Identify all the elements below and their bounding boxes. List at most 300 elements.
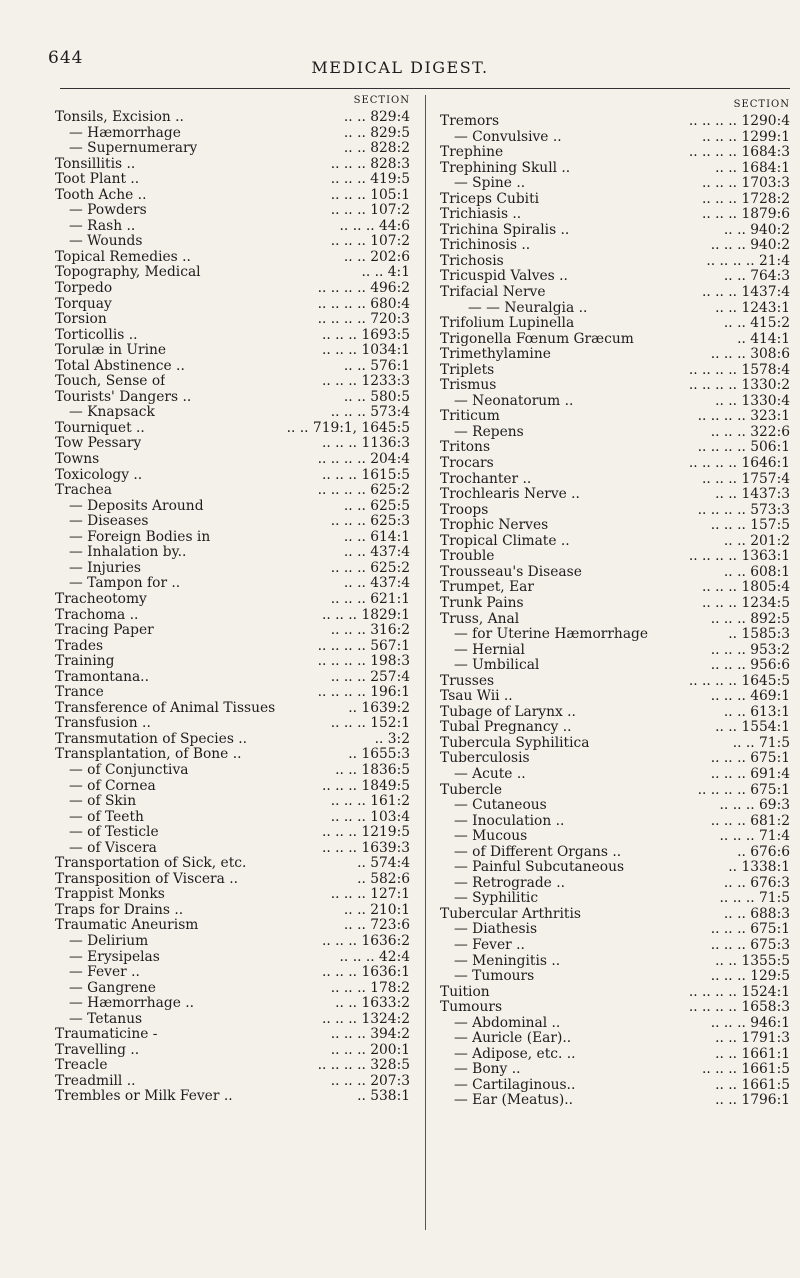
index-entry [440, 829, 790, 845]
index-term: Trachea [55, 483, 113, 499]
section-reference: .. .. .. 1233:3 [321, 373, 410, 390]
section-reference: .. .. 764:3 [723, 268, 790, 285]
running-head: MEDICAL DIGEST. [311, 58, 489, 77]
index-term: Trumpet, Ear [440, 580, 534, 596]
index-entry [440, 907, 790, 923]
section-reference: .. .. .. 940:2 [710, 237, 790, 254]
index-entry [55, 934, 410, 950]
index-term: — Rash .. [69, 218, 136, 234]
index-term: Trusses [440, 673, 495, 689]
index-entry [440, 1031, 790, 1047]
index-entry [55, 157, 410, 173]
index-term: Trimethylamine [440, 347, 551, 363]
index-entry [55, 918, 410, 934]
section-reference: .. .. .. 573:4 [330, 404, 410, 421]
index-term: — Meningitis .. [454, 953, 561, 969]
index-entry [440, 580, 790, 596]
index-entry [55, 639, 410, 655]
index-term: — of Testicle [69, 825, 159, 841]
section-reference: .. .. .. .. 1684:3 [688, 144, 790, 161]
index-term: — Inhalation by.. [69, 545, 187, 561]
section-reference: .. .. .. 419:5 [330, 171, 410, 188]
section-reference: .. .. .. .. 680:4 [317, 295, 410, 312]
index-entry [55, 343, 410, 359]
index-term: — Hæmorrhage .. [69, 996, 195, 1012]
index-entry [55, 981, 410, 997]
index-term: Training [55, 654, 115, 670]
section-reference: .. .. 580:5 [343, 388, 410, 405]
index-entry [55, 996, 410, 1012]
index-term: Trunk Pains [440, 595, 524, 611]
index-term: — Bony .. [454, 1062, 521, 1078]
section-reference: .. .. .. 1757:4 [701, 470, 790, 487]
section-reference: .. .. .. 953:2 [710, 641, 790, 658]
index-entry [55, 654, 410, 670]
section-reference: .. .. .. 1829:1 [321, 606, 410, 623]
index-entry [440, 363, 790, 379]
index-entry [55, 732, 410, 748]
index-term: — Inoculation .. [454, 813, 565, 829]
section-reference: .. .. .. 1136:3 [321, 435, 410, 452]
section-reference: .. .. 437:4 [343, 575, 410, 592]
index-term: Tourists' Dangers .. [55, 389, 192, 405]
index-entry [440, 472, 790, 488]
section-reference: .. .. .. 675:1 [710, 921, 790, 938]
section-reference: .. .. .. 71:5 [719, 890, 790, 907]
index-term: Trembles or Milk Fever .. [55, 1089, 233, 1105]
section-reference: .. 1338:1 [728, 859, 790, 876]
section-reference: .. .. .. 178:2 [330, 979, 410, 996]
index-term: Traps for Drains .. [55, 902, 184, 918]
index-entry [440, 985, 790, 1001]
index-term: Tuition [440, 984, 490, 1000]
index-entry [440, 223, 790, 239]
index-entry [440, 285, 790, 301]
index-term: Torticollis .. [55, 327, 138, 343]
section-reference: .. .. .. 322:6 [710, 423, 790, 440]
index-term: — Acute .. [454, 766, 526, 782]
index-entry [55, 530, 410, 546]
index-term: — Tumours [454, 969, 535, 985]
section-reference: .. .. .. .. 1646:1 [688, 455, 790, 472]
index-entry [55, 872, 410, 888]
index-term: — Delirium [69, 933, 149, 949]
index-term: — Repens [454, 424, 524, 440]
index-entry [55, 172, 410, 188]
index-term: Triceps Cubiti [440, 191, 540, 207]
section-reference: .. .. 613:1 [723, 703, 790, 720]
index-entry [440, 176, 790, 192]
index-term: Tourniquet .. [55, 420, 145, 436]
index-entry [440, 518, 790, 534]
index-entry [440, 705, 790, 721]
index-term: — for Uterine Hæmorrhage [454, 627, 649, 643]
index-term: Trouble [440, 549, 495, 565]
index-term: — Umbilical [454, 658, 540, 674]
index-term: — Knapsack [69, 405, 155, 421]
index-entry [55, 608, 410, 624]
index-entry [55, 359, 410, 375]
section-reference: .. .. .. 129:5 [710, 968, 790, 985]
section-reference: .. .. 676:3 [723, 874, 790, 891]
index-term: Treadmill .. [55, 1073, 136, 1089]
section-reference: .. .. .. .. 204:4 [317, 451, 410, 468]
index-entry [55, 374, 410, 390]
section-reference: .. .. .. .. 496:2 [317, 280, 410, 297]
index-entry [440, 456, 790, 472]
index-term: Trichiasis .. [440, 207, 522, 223]
section-reference: .. .. .. 1805:4 [701, 579, 790, 596]
section-reference: .. .. .. .. 21:4 [706, 252, 790, 269]
section-reference: .. 1655:3 [348, 746, 410, 763]
index-entry [440, 798, 790, 814]
section-reference: .. .. 210:1 [343, 901, 410, 918]
section-reference: .. .. .. 103:4 [330, 808, 410, 825]
index-term: Trichosis [440, 253, 504, 269]
index-term: Tubal Pregnancy .. [440, 720, 572, 736]
index-entry [440, 720, 790, 736]
section-reference: .. 676:6 [737, 843, 790, 860]
index-entry [440, 409, 790, 425]
index-term: Trichina Spiralis .. [440, 222, 570, 238]
index-entry [55, 468, 410, 484]
section-reference: .. .. 415:2 [723, 315, 790, 332]
index-entry [440, 783, 790, 799]
section-reference: .. .. 576:1 [343, 357, 410, 374]
index-entry [55, 250, 410, 266]
index-term: Trousseau's Disease [440, 564, 582, 580]
section-reference: .. .. .. 625:2 [330, 559, 410, 576]
section-reference: .. 3:2 [374, 730, 410, 747]
index-term: Toxicology .. [55, 467, 143, 483]
index-entry [55, 126, 410, 142]
section-reference: .. .. 201:2 [723, 532, 790, 549]
index-term: Traumaticine - [55, 1027, 158, 1043]
index-term: Travelling .. [55, 1042, 140, 1058]
section-reference: .. .. .. 1636:1 [321, 964, 410, 981]
index-term: — Fever .. [69, 965, 140, 981]
index-entry [440, 534, 790, 550]
index-term: Torulæ in Urine [55, 343, 167, 359]
index-entry [55, 841, 410, 857]
index-entry [55, 887, 410, 903]
index-term: Topography, Medical [55, 265, 201, 281]
index-entry [440, 767, 790, 783]
index-entry [55, 950, 410, 966]
section-reference: .. .. .. 1615:5 [321, 466, 410, 483]
section-reference: .. .. 1554:1 [715, 719, 790, 736]
section-reference: .. .. .. .. 198:3 [317, 653, 410, 670]
index-term: — Fever .. [454, 937, 525, 953]
section-reference: .. .. 1661:5 [715, 1076, 790, 1093]
index-entry [440, 254, 790, 270]
index-entry [440, 938, 790, 954]
index-term: Tricuspid Valves .. [440, 269, 568, 285]
section-reference: .. .. 1661:1 [715, 1045, 790, 1062]
section-reference: .. .. 1684:1 [715, 159, 790, 176]
index-term: Tracing Paper [55, 623, 154, 639]
index-term: — Diathesis [454, 922, 538, 938]
index-term: Torpedo [55, 281, 113, 297]
index-term: — Spine .. [454, 176, 526, 192]
index-term: — Powders [69, 203, 147, 219]
section-reference: .. .. .. .. 1524:1 [688, 983, 790, 1000]
index-term: — Mucous [454, 829, 528, 845]
index-term: Treacle [55, 1058, 108, 1074]
section-reference: .. 414:1 [737, 330, 790, 347]
index-entry [55, 1043, 410, 1059]
column-divider [425, 95, 426, 1230]
section-reference: .. .. 719:1, 1645:5 [286, 419, 410, 436]
index-term: Transposition of Viscera .. [55, 871, 239, 887]
index-entry [440, 969, 790, 985]
section-reference: .. .. .. 71:4 [719, 828, 790, 845]
index-term: — Neonatorum .. [454, 393, 574, 409]
section-reference: .. .. .. 621:1 [330, 590, 410, 607]
index-entry [55, 1027, 410, 1043]
section-label-left: SECTION [353, 95, 410, 106]
index-term: Trachoma .. [55, 607, 139, 623]
index-entry [440, 207, 790, 223]
index-entry [440, 332, 790, 348]
section-reference: .. .. .. 675:3 [710, 936, 790, 953]
section-reference: .. .. .. 44:6 [339, 217, 410, 234]
index-term: Trades [55, 638, 104, 654]
index-term: — Painful Subcutaneous [454, 860, 625, 876]
index-term: Tracheotomy [55, 591, 147, 607]
index-entry [440, 425, 790, 441]
section-reference: .. .. .. .. 1290:4 [688, 113, 790, 129]
index-entry [55, 903, 410, 919]
index-term: Transportation of Sick, etc. [55, 856, 247, 872]
index-term: Transfusion .. [55, 716, 151, 732]
section-reference: .. .. .. 469:1 [710, 688, 790, 705]
header-rule [60, 88, 790, 89]
index-entry [55, 514, 410, 530]
index-entry [55, 1074, 410, 1090]
index-term: Tuberculosis [440, 751, 530, 767]
section-reference: .. .. 625:5 [343, 497, 410, 514]
index-term: Tumours [440, 1000, 503, 1016]
index-entry [440, 565, 790, 581]
index-entry [55, 1089, 410, 1105]
section-reference: .. .. 829:5 [343, 124, 410, 141]
section-reference: .. .. 4:1 [361, 264, 410, 281]
index-entry [440, 1062, 790, 1078]
index-term: — of Teeth [69, 809, 144, 825]
index-entry [440, 549, 790, 565]
index-entry [55, 1012, 410, 1028]
index-entry [55, 747, 410, 763]
index-entry [440, 860, 790, 876]
index-term: Trichinosis .. [440, 238, 531, 254]
index-term: Tooth Ache .. [55, 187, 147, 203]
index-entry [55, 281, 410, 297]
index-term: Trigonella Fœnum Græcum [440, 331, 634, 347]
index-term: Tubage of Larynx .. [440, 704, 576, 720]
index-term: — Wounds [69, 234, 143, 250]
section-reference: .. .. .. .. 328:5 [317, 1057, 410, 1074]
section-reference: .. .. .. 1219:5 [321, 824, 410, 841]
index-term: — Cartilaginous.. [454, 1077, 576, 1093]
section-reference: .. .. 437:4 [343, 544, 410, 561]
section-reference: .. .. .. .. 323:1 [697, 408, 790, 425]
index-entry [440, 596, 790, 612]
index-term: Torquay [55, 296, 112, 312]
index-term: Tritons [440, 440, 491, 456]
index-term: — Supernumerary [69, 141, 198, 157]
section-reference: .. .. .. 207:3 [330, 1072, 410, 1089]
section-reference: .. .. .. 1879:6 [701, 206, 790, 223]
section-reference: .. .. 1633:2 [335, 995, 410, 1012]
index-entry [440, 301, 790, 317]
index-term: — Diseases [69, 514, 149, 530]
index-entry [55, 328, 410, 344]
index-term: Total Abstinence .. [55, 358, 185, 374]
index-term: Trance [55, 685, 104, 701]
section-reference: .. .. .. 308:6 [710, 346, 790, 363]
section-reference: .. .. .. 681:2 [710, 812, 790, 829]
index-entry [55, 219, 410, 235]
index-term: — of Different Organs .. [454, 844, 622, 860]
index-term: Transference of Animal Tissues [55, 700, 276, 716]
index-entry [55, 670, 410, 686]
section-reference: .. .. 71:5 [732, 734, 790, 751]
section-reference: .. .. 1330:4 [715, 392, 790, 409]
section-reference: .. .. .. 105:1 [330, 186, 410, 203]
index-term: — Gangrene [69, 980, 156, 996]
page-number: 644 [48, 48, 84, 68]
section-reference: .. .. 1355:5 [715, 952, 790, 969]
index-entry [440, 891, 790, 907]
index-term: — Tampon for .. [69, 576, 181, 592]
section-reference: .. .. .. 257:4 [330, 668, 410, 685]
section-reference: .. .. .. .. 567:1 [317, 637, 410, 654]
section-reference: .. .. .. .. 625:2 [317, 482, 410, 499]
index-entry [55, 405, 410, 421]
index-term: Troops [440, 502, 489, 518]
index-term: — Adipose, etc. .. [454, 1046, 576, 1062]
index-entry [55, 436, 410, 452]
index-entry [55, 825, 410, 841]
index-term: Transmutation of Species .. [55, 731, 248, 747]
section-reference: .. .. .. .. 720:3 [317, 311, 410, 328]
section-reference: .. .. .. 691:4 [710, 765, 790, 782]
index-entry [55, 856, 410, 872]
right-column [440, 92, 790, 1109]
index-term: Tubercle [440, 782, 502, 798]
index-term: — — Neuralgia .. [468, 300, 588, 316]
section-reference: .. .. .. 1234:5 [701, 594, 790, 611]
index-entry [440, 130, 790, 146]
index-term: Trappist Monks [55, 887, 165, 903]
section-reference: .. .. 723:6 [343, 917, 410, 934]
section-reference: .. .. 1791:3 [715, 1030, 790, 1047]
section-reference: .. .. .. 161:2 [330, 793, 410, 810]
index-entry [55, 234, 410, 250]
index-term: Tow Pessary [55, 436, 142, 452]
section-reference: .. 574:4 [357, 855, 410, 872]
index-term: Transplantation, of Bone .. [55, 747, 242, 763]
index-term: — of Cornea [69, 778, 156, 794]
section-reference: .. 1585:3 [728, 626, 790, 643]
section-reference: .. .. .. 1437:4 [701, 284, 790, 301]
index-entry [440, 503, 790, 519]
index-term: Truss, Anal [440, 611, 520, 627]
section-reference: .. .. .. 1703:3 [701, 175, 790, 192]
left-index-list [55, 110, 410, 1105]
index-entry [55, 188, 410, 204]
index-term: Traumatic Aneurism [55, 918, 199, 934]
section-reference: .. .. .. 42:4 [339, 948, 410, 965]
index-entry [440, 751, 790, 767]
index-entry [440, 145, 790, 161]
section-reference: .. .. 828:2 [343, 140, 410, 157]
index-entry [55, 312, 410, 328]
section-reference: .. .. .. .. 196:1 [317, 684, 410, 701]
index-entry [440, 658, 790, 674]
index-term: Tropical Climate .. [440, 533, 570, 549]
index-term: — Injuries [69, 560, 141, 576]
index-entry [55, 452, 410, 468]
index-entry [55, 141, 410, 157]
index-term: — Ear (Meatus).. [454, 1093, 574, 1109]
index-entry [55, 483, 410, 499]
index-term: — Retrograde .. [454, 875, 565, 891]
section-reference: .. .. 829:4 [343, 109, 410, 125]
index-entry [440, 876, 790, 892]
index-term: — Tetanus [69, 1011, 143, 1027]
section-reference: .. .. 614:1 [343, 528, 410, 545]
index-term: — Auricle (Ear).. [454, 1031, 572, 1047]
section-reference: .. .. .. 152:1 [330, 715, 410, 732]
section-reference: .. .. .. 892:5 [710, 610, 790, 627]
index-entry [440, 114, 790, 130]
index-entry [55, 390, 410, 406]
left-column [55, 92, 410, 1105]
index-entry [440, 1078, 790, 1094]
section-reference: .. .. .. 956:6 [710, 657, 790, 674]
section-reference: .. .. .. 828:3 [330, 155, 410, 172]
index-term: Towns [55, 452, 100, 468]
index-entry [440, 238, 790, 254]
section-reference: .. .. .. 157:5 [710, 517, 790, 534]
index-term: Topical Remedies .. [55, 249, 191, 265]
index-entry [55, 623, 410, 639]
section-reference: .. .. .. 1324:2 [321, 1010, 410, 1027]
index-entry [55, 561, 410, 577]
index-term: Tramontana.. [55, 669, 149, 685]
index-entry [440, 269, 790, 285]
index-term: — Deposits Around [69, 498, 204, 514]
section-reference: .. .. 202:6 [343, 248, 410, 265]
section-reference: .. .. .. 1639:3 [321, 839, 410, 856]
index-entry [440, 161, 790, 177]
index-term: — Syphilitic [454, 891, 539, 907]
section-reference: .. .. .. .. 1645:5 [688, 672, 790, 689]
index-term: Torsion [55, 312, 107, 328]
index-entry [55, 499, 410, 515]
index-term: Toot Plant .. [55, 172, 140, 188]
section-reference: .. .. .. 316:2 [330, 622, 410, 639]
section-reference: .. .. .. 200:1 [330, 1041, 410, 1058]
index-term: Tsau Wii .. [440, 689, 513, 705]
index-entry [55, 592, 410, 608]
index-term: Triticum [440, 409, 500, 425]
section-reference: .. .. 1437:3 [715, 486, 790, 503]
section-reference: .. .. .. 946:1 [710, 1014, 790, 1031]
section-reference: .. .. .. .. 1330:2 [688, 377, 790, 394]
